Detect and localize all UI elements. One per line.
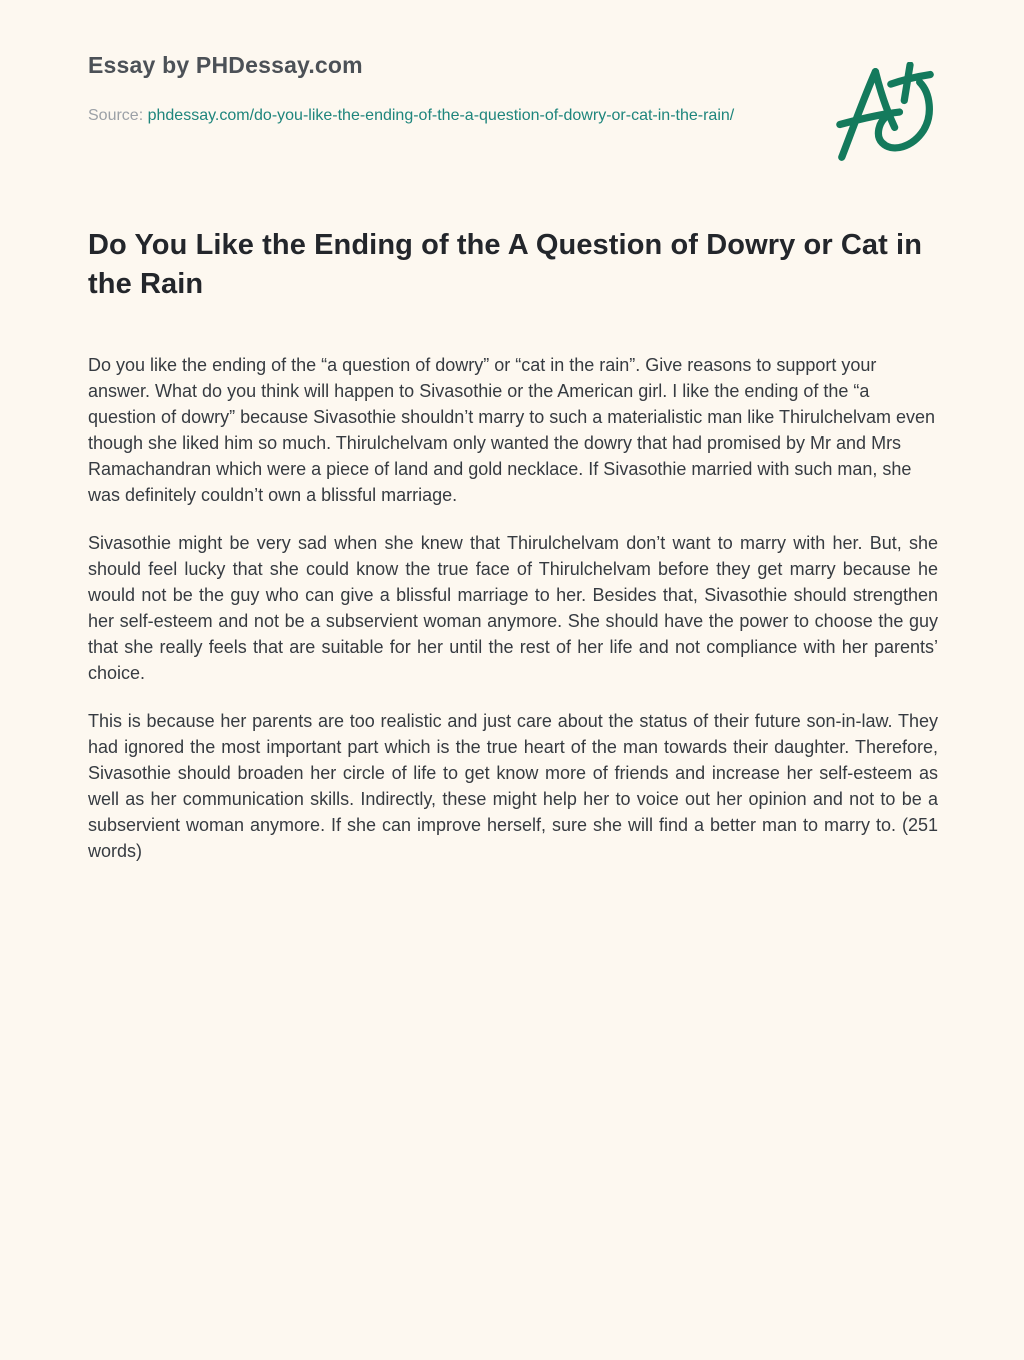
essay-paragraph-1: Do you like the ending of the “a question of dowry” or “cat in the rain”. Give reasons to support your answer. What do you think will happen to Sivasothie or the American girl. I like the ending of the “a question of dowry” because Sivasothie shouldn’t marry to such a materialistic man like Thirulchelvam even though she liked him so much. Thirulchelvam only wanted the dowry that had promised by Mr and Mrs Ramachandran which were a piece of land and gold necklace. If Sivasothie married with such man, she was definitely couldn’t own a blissful marriage. [88,355,936,505]
essay-title: Do You Like the Ending of the A Question of Dowry or Cat in the Rain [88,229,923,300]
essay-paragraph-3: This is because her parents are too realistic and just care about the status of their future son-in-law. They had ignored the most important part which is the true heart of the man towards their daughter. Therefore, Sivasothie should broaden her circle of life to get know more of friends and increase her self-esteem as well as her communication skills. Indirectly, these might help her to voice out her opinion and not to be a subservient woman anymore. If she can improve herself, sure she will find a better man to marry to. (251 words) [88,711,938,861]
page-title: Essay by PHDessay.com [88,52,363,78]
source-line [88,104,734,128]
source-link[interactable]: phdessay.com/do-you-like-the-ending-of-the-a-question-of-dowry-or-cat-in-the-rain/ [147,107,735,124]
phdessay-a-plus-logo-icon [836,62,936,164]
source-label: Source: [88,107,144,124]
header-text-block [88,52,734,128]
page-header [88,52,938,164]
essay-paragraph-2: Sivasothie might be very sad when she knew that Thirulchelvam don’t want to marry with her. But, she should feel lucky that she could know the true face of Thirulchelvam before they get marry because he would not be the guy who can give a blissful marriage to her. Besides that, Sivasothie should strengthen her self-esteem and not be a subservient woman anymore. She should have the power to choose the guy that she really feels that are suitable for her until the rest of her life and not compliance with her parents’ choice. [88,533,938,683]
